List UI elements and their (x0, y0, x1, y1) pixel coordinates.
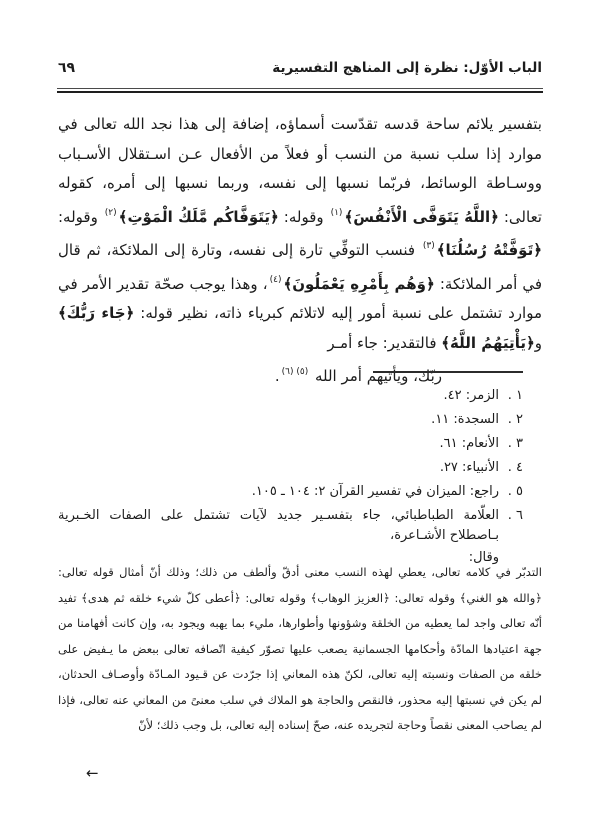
footnote-separator-rule (373, 371, 523, 373)
body-text: وقوله: (278, 207, 329, 226)
page-number: ٦٩ (58, 60, 76, 76)
continuation-arrow-icon: ← (86, 764, 99, 782)
footnote-item (58, 506, 523, 568)
body-text: ربّك، ويأتيهم أمر الله (310, 367, 442, 385)
body-text: و (534, 333, 542, 352)
footnote-quote-paragraph: التدبّر في كلامه تعالى، يعطي لهذه النسب معنى أدقّ وألطف من ذلك؛ وذلك أنّ أمثال قوله تعالى: ﴿والله هو الغني﴾ وقوله تعالى: ﴿العزيز الوهاب﴾ وقوله تعالى: ﴿أعطى كلّ شيء خلقه ثم هدى﴾ تفيد أنّه تعالى واجد لما يعطيه من الخلقة وشؤونها وأطوارها، مليء بما يهبه ويجود به، وإن كانت أفهامنا من جهة اعتيادها المادّة وأحكامها الجسمانية يصعب عليها تصوّر كيفية اتّصافه تعالى ببعض ما يـفيض على خلقه من الصفات ونسبته إليه تعالى، لكنّ هذه المعاني إذا جرّدت عن قـيود المـادّة وأوصـاف الحدثان، لم يكن في نسبتها إليه محذور، فالنقص والحاجة هو الملاك في سلب معنىً من المعاني عنه تعالى، فإذا لم يصاحب المعنى نقصاً وحاجة لتجريده عنه، صحّ إسناده إليه تعالى، بل وجب ذلك؛ لأنّ (58, 565, 542, 732)
footnote-text: راجع: الميزان في تفسير القرآن ٢: ١٠٤ ـ ١٠٥. (251, 484, 499, 499)
footnote-number: ١ . (507, 388, 523, 403)
quran-verse: ﴿تَوَفَّتْهُ رُسُلُنَا﴾ (436, 241, 542, 259)
page-header (58, 60, 542, 76)
footnote-text: العلّامة الطباطبائي، جاء بتفسـير جديد لآيات تشتمل على الصفات الخـبرية بـاصطلاح الأشـاعرة، وقال: (58, 506, 499, 568)
body-text: وقوله: (58, 207, 103, 226)
chapter-title: الباب الأوّل: نظرة إلى المناهج التفسيرية (272, 60, 542, 76)
footnote-ref-marker: (١) (330, 207, 343, 218)
footnote-number: ٤ . (507, 460, 523, 475)
header-double-rule (57, 88, 543, 93)
footnote-text: الأنبياء: ٢٧. (439, 460, 499, 475)
footnote-item (58, 410, 523, 430)
footnote-ref-marker: (٤) (269, 274, 282, 285)
footnote-text: السجدة: ١١. (431, 412, 499, 427)
footnote-list (58, 386, 523, 572)
footnote-text: الزمر: ٤٢. (443, 388, 499, 403)
footnote-number: ٦ . (507, 508, 523, 523)
body-text: فالتقدير: جاء أمـر (327, 333, 442, 352)
footnote-ref-marker: (٥) (٦) (281, 367, 309, 377)
body-text: فنسب التوفِّي تارة إلى نفسه، وتارة إلى الملائكة، ثم قال في أمر الملائكة: (58, 241, 543, 293)
body-text: بتفسير يلائم ساحة قدسه تقدّست أسماؤه، إضافة إلى هذا نجد الله تعالى في موارد إذا سلب نسبة من النسب أو فعلاً من الأفعال عـن اسـتقلال الأسـباب ووسـاطة الوسائط، فربّما نسبها إلى نفسه، وربما نسبها إلى أمره، كقوله تعالى: (58, 115, 542, 226)
footnote-text-second-line: وقال: (468, 550, 499, 565)
main-text-block (58, 110, 542, 392)
body-text: . (274, 367, 280, 385)
quran-verse: ﴿يَأْتِيَهُمُ اللَّهُ﴾ (441, 333, 535, 352)
footnote-item (58, 482, 523, 502)
footnote-item (58, 458, 523, 478)
quran-verse: ﴿وَهُم بِأَمْرِهِ يَعْمَلُونَ﴾ (283, 274, 435, 293)
footnote-item (58, 386, 523, 406)
footnote-number: ٥ . (507, 484, 523, 499)
footnote-number: ٣ . (507, 436, 523, 451)
footnote-ref-marker: (٢) (104, 207, 117, 218)
quran-verse: ﴿اللَّهُ يَتَوَفَّى الْأَنْفُسَ﴾ (344, 207, 499, 226)
footnote-text: الأنعام: ٦١. (439, 436, 499, 451)
main-paragraph (58, 110, 542, 358)
quran-verse: ﴿يَتَوَفَّاكُم مَّلَكُ الْمَوْتِ﴾ (118, 207, 279, 226)
footnote-number: ٢ . (507, 412, 523, 427)
footnote-ref-marker: (٣) (422, 241, 435, 251)
quran-verse: ﴿جَاء رَبُّكَ﴾ (58, 304, 135, 322)
body-text: ، وهذا يوجب صحّة تقدير الأمر في موارد تشتمل على نسبة أمور إليه لاتلائم كبرياء ذاته، نظير قوله: (58, 274, 542, 322)
footnote-item (58, 434, 523, 454)
